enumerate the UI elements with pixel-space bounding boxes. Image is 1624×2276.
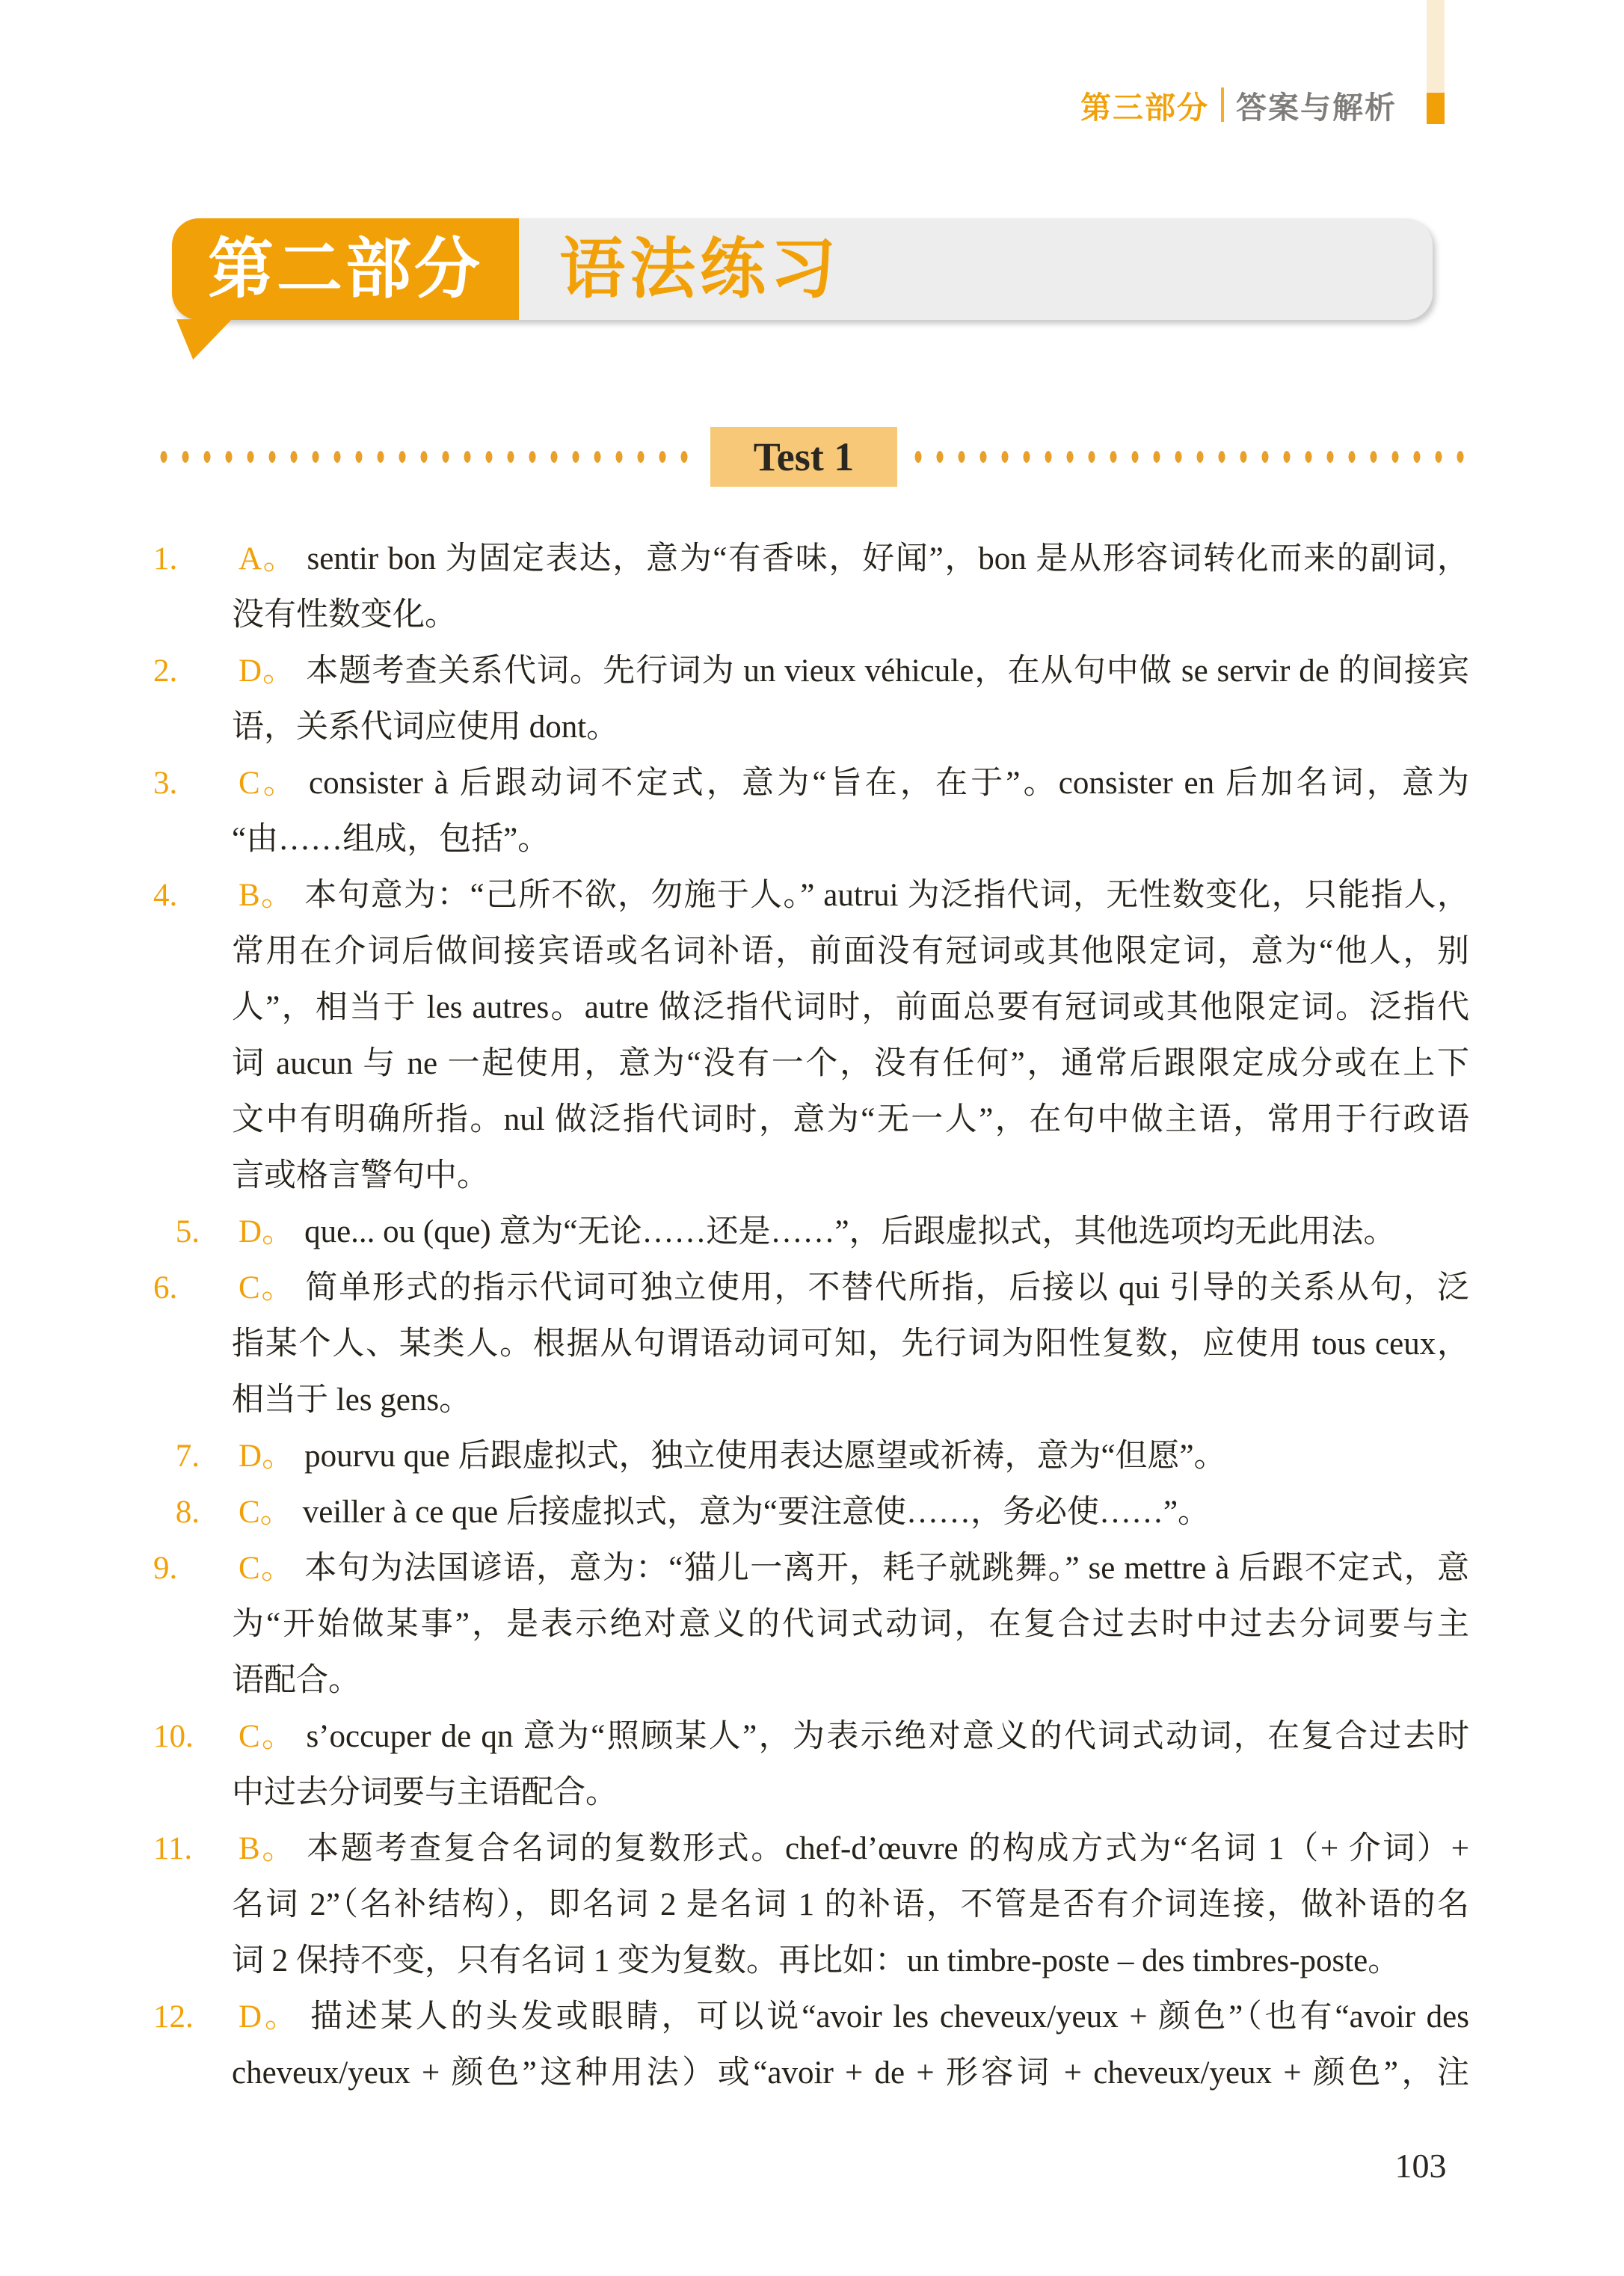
answer-line	[153, 1372, 1469, 1428]
answer-letter: D	[239, 1439, 262, 1474]
explanation-text: 语，关系代词应使用 dont。	[232, 710, 619, 745]
explanation-text: 指某个人、某类人。根据从句谓语动词可知，先行词为阳性复数，应使用 tous ceux，	[232, 1326, 1469, 1362]
banner-title: 语法练习	[559, 232, 841, 306]
answer-line	[153, 1204, 1469, 1260]
answer-item	[153, 1260, 1469, 1428]
answer-separator: 。	[262, 1999, 300, 2034]
item-number: 6.	[153, 1270, 178, 1305]
corner-strip	[1427, 0, 1445, 124]
explanation-text: 词 2 保持不变，只有名词 1 变为复数。再比如：un timbre-poste – des timbres-poste。	[232, 1943, 1400, 1978]
answer-line	[153, 587, 1469, 643]
answer-line	[153, 2045, 1469, 2101]
explanation-text: 本题考查复合名词的复数形式。chef-d’œuvre 的构成方式为“名词 1（+ 介词）+	[307, 1831, 1469, 1866]
answer-separator: 。	[262, 1439, 295, 1474]
answer-line	[153, 1708, 1469, 1765]
answer-line	[153, 1765, 1469, 1821]
corner-strip-light	[1427, 0, 1445, 93]
answer-line	[153, 1596, 1469, 1652]
answer-line	[153, 1877, 1469, 1933]
banner-tail	[176, 319, 232, 360]
answer-letter: D	[239, 653, 262, 689]
explanation-text: s’occuper de qn 意为“照顾某人”，为表示绝对意义的代词式动词，在复合过去时	[306, 1719, 1469, 1754]
item-number: 1.	[153, 541, 178, 576]
answer-line	[153, 1260, 1469, 1316]
answer-line	[153, 1652, 1469, 1708]
explanation-text: 常用在介词后做间接宾语或名词补语，前面没有冠词或其他限定词，意为“他人，别	[232, 934, 1469, 969]
answer-line	[153, 643, 1469, 699]
answer-line	[153, 1821, 1469, 1877]
explanation-text: sentir bon 为固定表达，意为“有香味，好闻”，bon 是从形容词转化而来的副词，	[307, 541, 1469, 576]
answer-line	[153, 755, 1469, 811]
answer-letter: D	[239, 1999, 262, 2034]
answer-letter: A	[239, 541, 262, 576]
test-heading-label: Test 1	[753, 434, 855, 479]
answer-line	[153, 867, 1469, 923]
answer-line	[153, 811, 1469, 867]
explanation-text: “由……组成，包括”。	[232, 822, 550, 857]
item-number: 4.	[153, 878, 178, 913]
answer-letter: B	[239, 878, 260, 913]
answer-separator: 。	[259, 766, 299, 801]
item-number: 9.	[153, 1551, 178, 1586]
explanation-text: 文中有明确所指。nul 做泛指代词时，意为“无一人”，在句中做主语，常用于行政语	[232, 1102, 1469, 1137]
answer-line	[153, 1540, 1469, 1596]
explanation-text: 没有性数变化。	[232, 597, 457, 633]
item-number: 3.	[153, 766, 178, 801]
item-number: 12.	[153, 1999, 194, 2034]
corner-strip-square	[1427, 93, 1445, 124]
answer-item	[153, 1821, 1469, 1989]
answer-list	[153, 531, 1469, 2101]
item-number: 7.	[175, 1439, 200, 1474]
explanation-text: 本题考查关系代词。先行词为 un vieux véhicule，在从句中做 se servir de 的间接宾	[306, 653, 1469, 689]
explanation-text: 描述某人的头发或眼睛，可以说“avoir les cheveux/yeux + 颜色”（也有“avoir des	[310, 1999, 1469, 2034]
answer-line	[153, 1092, 1469, 1148]
section-banner	[172, 218, 1433, 320]
explanation-text: veiller à ce que 后接虚拟式，意为“要注意使……，务必使……”。	[302, 1495, 1211, 1530]
answer-line	[153, 531, 1469, 587]
explanation-text: 本句为法国谚语，意为：“猫儿一离开，耗子就跳舞。” se mettre à 后跟不定式，意	[304, 1551, 1469, 1586]
answer-separator: 。	[259, 1719, 296, 1754]
running-header	[0, 84, 1397, 126]
answer-line	[153, 1428, 1469, 1484]
test-heading-row	[0, 427, 1624, 487]
item-number: 10.	[153, 1719, 194, 1754]
answer-letter: D	[239, 1214, 262, 1249]
answer-line	[153, 979, 1469, 1036]
explanation-text: cheveux/yeux + 颜色”这种用法）或“avoir + de + 形容词 + cheveux/yeux + 颜色”，注	[232, 2055, 1469, 2091]
answer-line	[153, 1036, 1469, 1092]
explanation-text: 为“开始做某事”，是表示绝对意义的代词式动词，在复合过去时中过去分词要与主	[232, 1607, 1469, 1642]
answer-separator: 。	[259, 1551, 295, 1586]
explanation-text: 人”，相当于 les autres。autre 做泛指代词时，前面总要有冠词或其他限定词。泛指代	[232, 990, 1469, 1025]
answer-item	[153, 643, 1469, 755]
answer-line	[153, 1484, 1469, 1540]
answer-item	[153, 531, 1469, 643]
answer-separator: 。	[262, 541, 297, 576]
item-number: 2.	[153, 653, 178, 689]
explanation-text: 言或格言警句中。	[232, 1158, 489, 1193]
answer-separator: 。	[259, 1495, 292, 1530]
answer-letter: C	[239, 1270, 260, 1305]
item-number: 11.	[153, 1831, 193, 1866]
explanation-text: 语配合。	[232, 1663, 360, 1698]
explanation-text: pourvu que 后跟虚拟式，独立使用表达愿望或祈祷，意为“但愿”。	[304, 1439, 1226, 1474]
header-divider	[1221, 87, 1224, 122]
explanation-text: que... ou (que) 意为“无论……还是……”，后跟虚拟式，其他选项均无此用法。	[304, 1214, 1396, 1249]
answer-item	[153, 1708, 1469, 1821]
answer-letter: C	[239, 766, 260, 801]
running-header-part: 第三部分	[1080, 90, 1209, 125]
test-heading-box	[710, 427, 897, 487]
banner-part-label: 第二部分	[207, 232, 483, 306]
running-header-title: 答案与解析	[1236, 90, 1397, 125]
explanation-text: 名词 2”（名补结构），即名词 2 是名词 1 的补语，不管是否有介词连接，做补语的名	[232, 1887, 1469, 1922]
answer-separator: 。	[259, 1270, 295, 1305]
answer-line	[153, 1316, 1469, 1372]
answer-line	[153, 1148, 1469, 1204]
banner-part-box	[172, 218, 519, 320]
answer-separator: 。	[259, 878, 295, 913]
answer-separator: 。	[262, 653, 296, 689]
explanation-text: 中过去分词要与主语配合。	[232, 1775, 618, 1810]
dotted-line-left	[153, 449, 701, 464]
page-number: 103	[1394, 2147, 1447, 2185]
answer-item	[153, 1428, 1469, 1484]
answer-line	[153, 923, 1469, 979]
answer-item	[153, 1989, 1469, 2101]
answer-separator: 。	[259, 1831, 297, 1866]
answer-line	[153, 1989, 1469, 2045]
item-number: 5.	[175, 1214, 200, 1249]
answer-item	[153, 1540, 1469, 1708]
answer-separator: 。	[262, 1214, 295, 1249]
answer-letter: C	[239, 1495, 260, 1530]
answer-item	[153, 1204, 1469, 1260]
answer-item	[153, 755, 1469, 867]
answer-item	[153, 867, 1469, 1204]
explanation-text: consister à 后跟动词不定式，意为“旨在，在于”。consister en 后加名词，意为	[309, 766, 1469, 801]
answer-letter: C	[239, 1551, 260, 1586]
dotted-line-right	[908, 449, 1469, 464]
explanation-text: 本句意为：“己所不欲，勿施于人。” autrui 为泛指代词，无性数变化，只能指人，	[304, 878, 1469, 913]
item-number: 8.	[175, 1495, 200, 1530]
answer-letter: B	[239, 1831, 260, 1866]
answer-line	[153, 699, 1469, 755]
answer-item	[153, 1484, 1469, 1540]
answer-line	[153, 1933, 1469, 1989]
explanation-text: 词 aucun 与 ne 一起使用，意为“没有一个，没有任何”，通常后跟限定成分或在上下	[232, 1046, 1469, 1081]
explanation-text: 相当于 les gens。	[232, 1382, 472, 1418]
answer-letter: C	[239, 1719, 260, 1754]
explanation-text: 简单形式的指示代词可独立使用，不替代所指，后接以 qui 引导的关系从句，泛	[305, 1270, 1469, 1305]
